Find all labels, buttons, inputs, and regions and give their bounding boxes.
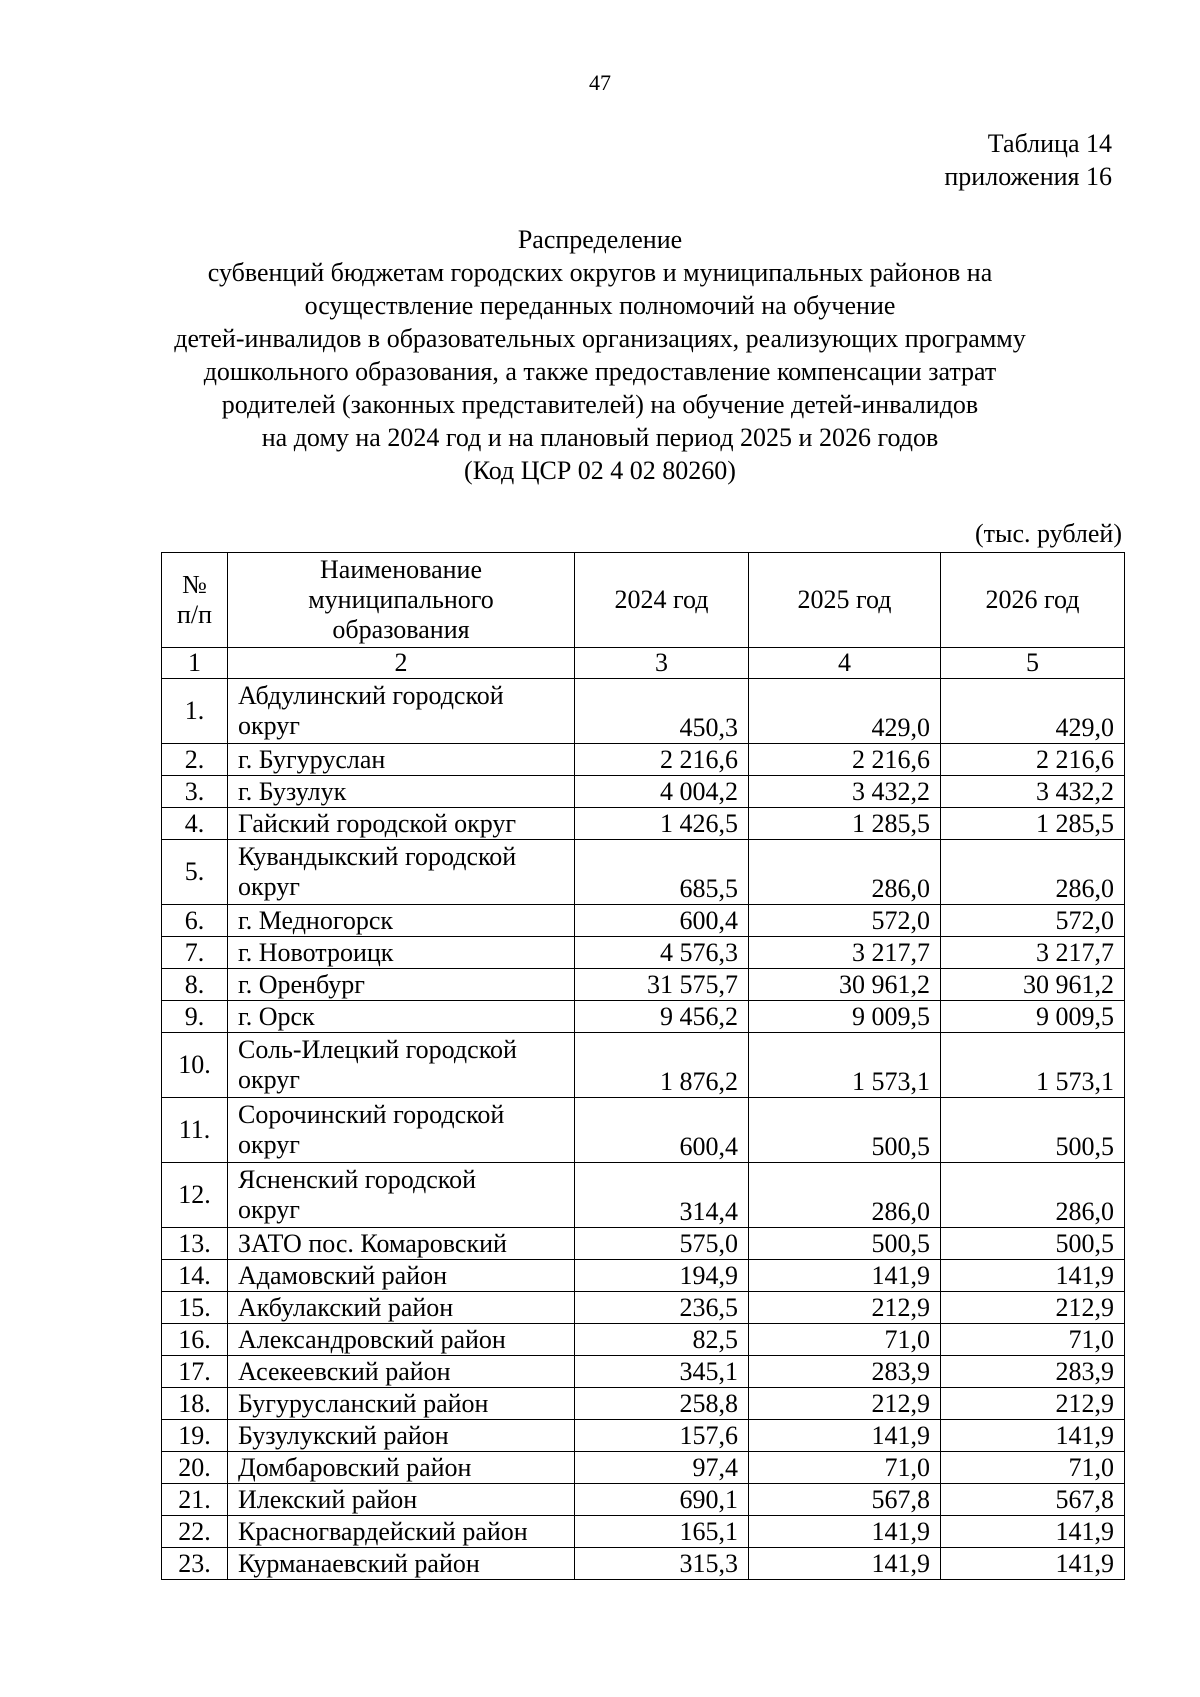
table-row <box>162 679 1125 744</box>
table-row <box>162 1228 1125 1260</box>
municipality-name-line: округ <box>238 1130 300 1159</box>
table-header-row <box>162 553 1125 648</box>
municipality-name-line: Соль-Илецкий городской <box>238 1035 517 1064</box>
table-ref-line2: приложения 16 <box>944 162 1112 191</box>
municipality-name-line: Акбулакский район <box>238 1292 454 1322</box>
value-2026: 3 432,2 <box>941 776 1125 808</box>
municipality-name <box>228 776 575 808</box>
value-2024: 82,5 <box>575 1324 749 1356</box>
table-row <box>162 1098 1125 1163</box>
value-2024: 31 575,7 <box>575 969 749 1001</box>
row-number: 20. <box>162 1452 228 1484</box>
header-2025: 2025 год <box>749 553 941 648</box>
value-2024: 600,4 <box>575 905 749 937</box>
value-2026: 3 217,7 <box>941 937 1125 969</box>
value-2026: 283,9 <box>941 1356 1125 1388</box>
header-name-line: муниципального <box>308 585 494 614</box>
row-number: 16. <box>162 1324 228 1356</box>
row-number: 4. <box>162 808 228 840</box>
municipality-name <box>228 1098 575 1163</box>
value-2025: 9 009,5 <box>749 1001 941 1033</box>
table-row <box>162 1324 1125 1356</box>
row-number: 12. <box>162 1163 228 1228</box>
table-row <box>162 1163 1125 1228</box>
column-number: 3 <box>575 648 749 679</box>
value-2025: 283,9 <box>749 1356 941 1388</box>
row-number: 5. <box>162 840 228 905</box>
municipality-name <box>228 937 575 969</box>
municipality-name <box>228 1292 575 1324</box>
municipality-name <box>228 1516 575 1548</box>
value-2026: 141,9 <box>941 1548 1125 1580</box>
value-2025: 429,0 <box>749 679 941 744</box>
column-number: 1 <box>162 648 228 679</box>
subvention-table <box>161 552 1125 1580</box>
value-2025: 1 573,1 <box>749 1033 941 1098</box>
value-2024: 450,3 <box>575 679 749 744</box>
row-number: 8. <box>162 969 228 1001</box>
value-2024: 194,9 <box>575 1260 749 1292</box>
value-2025: 212,9 <box>749 1292 941 1324</box>
value-2024: 9 456,2 <box>575 1001 749 1033</box>
table-row <box>162 1516 1125 1548</box>
municipality-name-line: округ <box>238 872 300 901</box>
value-2024: 157,6 <box>575 1420 749 1452</box>
table-row <box>162 1484 1125 1516</box>
row-number: 18. <box>162 1388 228 1420</box>
row-number: 11. <box>162 1098 228 1163</box>
value-2025: 1 285,5 <box>749 808 941 840</box>
title-line: (Код ЦСР 02 4 02 80260) <box>464 456 736 485</box>
table-row <box>162 1388 1125 1420</box>
value-2026: 1 573,1 <box>941 1033 1125 1098</box>
municipality-name-line: Илекский район <box>238 1484 418 1514</box>
value-2026: 9 009,5 <box>941 1001 1125 1033</box>
row-number: 1. <box>162 679 228 744</box>
table-row <box>162 808 1125 840</box>
table-row <box>162 1356 1125 1388</box>
municipality-name-line: Абдулинский городской <box>238 681 504 710</box>
municipality-name <box>228 1420 575 1452</box>
row-number: 6. <box>162 905 228 937</box>
table-row <box>162 937 1125 969</box>
header-num-line: п/п <box>176 600 213 629</box>
municipality-name <box>228 1548 575 1580</box>
municipality-name <box>228 744 575 776</box>
value-2026: 1 285,5 <box>941 808 1125 840</box>
value-2025: 141,9 <box>749 1548 941 1580</box>
municipality-name <box>228 1163 575 1228</box>
row-number: 13. <box>162 1228 228 1260</box>
municipality-name <box>228 1484 575 1516</box>
row-number: 19. <box>162 1420 228 1452</box>
value-2026: 141,9 <box>941 1420 1125 1452</box>
row-number: 15. <box>162 1292 228 1324</box>
table-row <box>162 744 1125 776</box>
value-2024: 4 576,3 <box>575 937 749 969</box>
title-line: детей-инвалидов в образовательных организациях, реализующих программу <box>174 324 1026 353</box>
table-row <box>162 1033 1125 1098</box>
value-2026: 212,9 <box>941 1292 1125 1324</box>
table-row <box>162 1420 1125 1452</box>
value-2024: 258,8 <box>575 1388 749 1420</box>
municipality-name <box>228 905 575 937</box>
value-2024: 1 876,2 <box>575 1033 749 1098</box>
value-2024: 345,1 <box>575 1356 749 1388</box>
municipality-name-line: Бузулукский район <box>238 1420 449 1450</box>
row-number: 2. <box>162 744 228 776</box>
municipality-name-line: Адамовский район <box>238 1260 447 1290</box>
municipality-name <box>228 1324 575 1356</box>
value-2025: 286,0 <box>749 840 941 905</box>
title-line: родителей (законных представителей) на обучение детей-инвалидов <box>221 390 979 419</box>
header-num-line: № <box>182 570 207 599</box>
value-2025: 141,9 <box>749 1516 941 1548</box>
municipality-name-line: округ <box>238 711 300 740</box>
municipality-name-line: Кувандыкский городской <box>238 842 517 871</box>
value-2025: 30 961,2 <box>749 969 941 1001</box>
municipality-name-line: Александровский район <box>238 1324 506 1354</box>
value-2026: 141,9 <box>941 1516 1125 1548</box>
table-row <box>162 1452 1125 1484</box>
row-number: 23. <box>162 1548 228 1580</box>
municipality-name <box>228 969 575 1001</box>
value-2024: 1 426,5 <box>575 808 749 840</box>
municipality-name-line: г. Бузулук <box>238 776 347 806</box>
row-number: 9. <box>162 1001 228 1033</box>
value-2026: 286,0 <box>941 1163 1125 1228</box>
header-2026: 2026 год <box>941 553 1125 648</box>
table-row <box>162 905 1125 937</box>
municipality-name-line: Сорочинский городской <box>238 1100 505 1129</box>
municipality-name <box>228 1001 575 1033</box>
value-2024: 314,4 <box>575 1163 749 1228</box>
value-2025: 141,9 <box>749 1420 941 1452</box>
municipality-name-line: Красногвардейский район <box>238 1516 528 1546</box>
municipality-name-line: г. Медногорск <box>238 905 394 935</box>
table-body <box>162 679 1125 1580</box>
value-2024: 236,5 <box>575 1292 749 1324</box>
municipality-name-line: ЗАТО пос. Комаровский <box>238 1228 507 1258</box>
municipality-name <box>228 1388 575 1420</box>
value-2024: 315,3 <box>575 1548 749 1580</box>
page-number: 47 <box>589 70 611 95</box>
value-2026: 71,0 <box>941 1324 1125 1356</box>
value-2024: 575,0 <box>575 1228 749 1260</box>
table-row <box>162 969 1125 1001</box>
header-name <box>228 553 575 648</box>
value-2025: 3 432,2 <box>749 776 941 808</box>
units-label: (тыс. рублей) <box>974 519 1122 548</box>
title-line: на дому на 2024 год и на плановый период 2025 и 2026 годов <box>261 423 939 452</box>
value-2025: 212,9 <box>749 1388 941 1420</box>
value-2025: 500,5 <box>749 1228 941 1260</box>
municipality-name <box>228 840 575 905</box>
column-number: 5 <box>941 648 1125 679</box>
value-2025: 286,0 <box>749 1163 941 1228</box>
row-number: 22. <box>162 1516 228 1548</box>
value-2026: 567,8 <box>941 1484 1125 1516</box>
row-number: 14. <box>162 1260 228 1292</box>
municipality-name <box>228 1452 575 1484</box>
header-name-line: Наименование <box>320 555 482 584</box>
municipality-name-line: округ <box>238 1065 300 1094</box>
value-2025: 500,5 <box>749 1098 941 1163</box>
value-2026: 141,9 <box>941 1260 1125 1292</box>
value-2025: 3 217,7 <box>749 937 941 969</box>
municipality-name-line: г. Орск <box>238 1001 315 1031</box>
table-row <box>162 776 1125 808</box>
value-2025: 572,0 <box>749 905 941 937</box>
table-row <box>162 1001 1125 1033</box>
municipality-name-line: г. Новотроицк <box>238 937 394 967</box>
value-2026: 429,0 <box>941 679 1125 744</box>
table-ref-line1: Таблица 14 <box>987 129 1112 158</box>
value-2024: 165,1 <box>575 1516 749 1548</box>
municipality-name <box>228 1260 575 1292</box>
value-2026: 71,0 <box>941 1452 1125 1484</box>
municipality-name-line: Ясненский городской <box>238 1165 477 1194</box>
row-number: 7. <box>162 937 228 969</box>
municipality-name-line: Бугурусланский район <box>238 1388 489 1418</box>
value-2024: 97,4 <box>575 1452 749 1484</box>
municipality-name-line: Домбаровский район <box>238 1452 472 1482</box>
value-2025: 567,8 <box>749 1484 941 1516</box>
column-number: 2 <box>228 648 575 679</box>
document-title <box>80 223 1120 487</box>
municipality-name-line: округ <box>238 1195 300 1224</box>
value-2024: 4 004,2 <box>575 776 749 808</box>
row-number: 3. <box>162 776 228 808</box>
municipality-name <box>228 1356 575 1388</box>
table-row <box>162 1548 1125 1580</box>
value-2026: 30 961,2 <box>941 969 1125 1001</box>
header-num <box>162 553 228 648</box>
table-row <box>162 1260 1125 1292</box>
municipality-name <box>228 808 575 840</box>
municipality-name-line: Курманаевский район <box>238 1548 480 1578</box>
value-2024: 685,5 <box>575 840 749 905</box>
value-2026: 212,9 <box>941 1388 1125 1420</box>
municipality-name <box>228 1228 575 1260</box>
title-line: субвенций бюджетам городских округов и муниципальных районов на <box>207 258 993 287</box>
row-number: 10. <box>162 1033 228 1098</box>
value-2024: 2 216,6 <box>575 744 749 776</box>
value-2026: 286,0 <box>941 840 1125 905</box>
row-number: 21. <box>162 1484 228 1516</box>
title-line: дошкольного образования, а также предоставление компенсации затрат <box>203 357 997 386</box>
value-2026: 500,5 <box>941 1098 1125 1163</box>
municipality-name-line: Гайский городской округ <box>238 808 517 838</box>
municipality-name <box>228 1033 575 1098</box>
row-number: 17. <box>162 1356 228 1388</box>
value-2025: 141,9 <box>749 1260 941 1292</box>
title-line: Распределение <box>517 225 683 254</box>
column-numbers-row <box>162 648 1125 679</box>
table-row <box>162 1292 1125 1324</box>
municipality-name-line: Асекеевский район <box>238 1356 451 1386</box>
title-line: осуществление переданных полномочий на обучение <box>304 291 896 320</box>
municipality-name-line: г. Оренбург <box>238 969 365 999</box>
header-name-line: образования <box>332 615 470 644</box>
table-row <box>162 840 1125 905</box>
value-2024: 690,1 <box>575 1484 749 1516</box>
value-2025: 71,0 <box>749 1324 941 1356</box>
value-2026: 500,5 <box>941 1228 1125 1260</box>
value-2026: 2 216,6 <box>941 744 1125 776</box>
value-2024: 600,4 <box>575 1098 749 1163</box>
column-number: 4 <box>749 648 941 679</box>
value-2026: 572,0 <box>941 905 1125 937</box>
value-2025: 71,0 <box>749 1452 941 1484</box>
municipality-name <box>228 679 575 744</box>
municipality-name-line: г. Бугуруслан <box>238 744 386 774</box>
header-2024: 2024 год <box>575 553 749 648</box>
value-2025: 2 216,6 <box>749 744 941 776</box>
